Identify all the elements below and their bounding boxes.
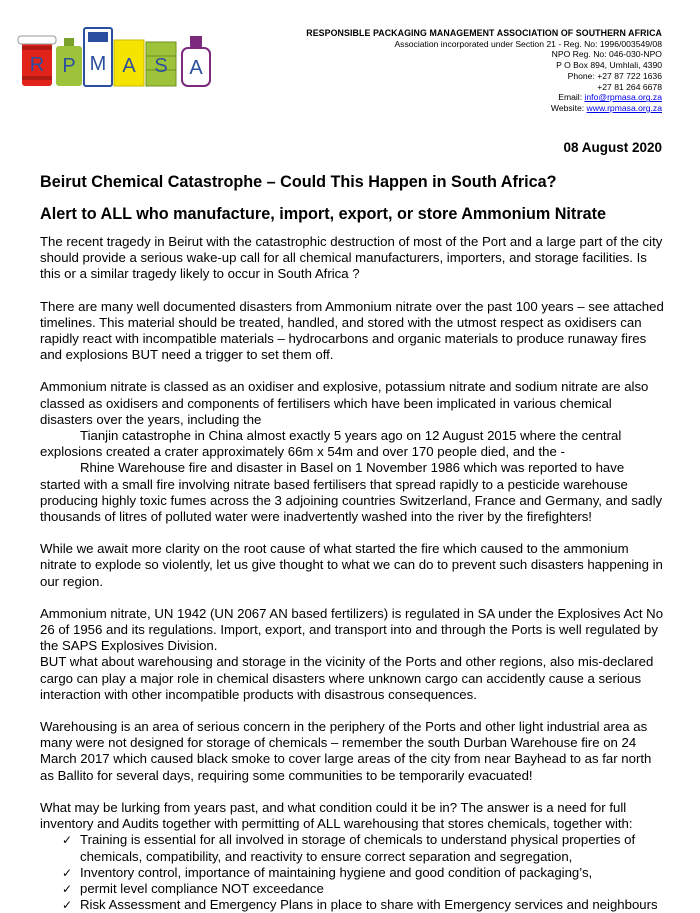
paragraph-root-cause: While we await more clarity on the root cause of what started the fire which caused to the ammonium nitrate to explode so violently, let us give thought to what we can do to prevent such disasters happening in our region. (40, 541, 663, 589)
list-item-text: Training is essential for all involved in storage of chemicals to understand physical properties of chemicals, compatibility, and reactivity to ensure correct separation and segregation, (80, 832, 636, 864)
list-item (40, 881, 664, 897)
check-icon: ✓ (62, 898, 73, 913)
org-name: RESPONSIBLE PACKAGING MANAGEMENT ASSOCIATION OF SOUTHERN AFRICA (306, 28, 662, 38)
logo-can-p (56, 38, 82, 86)
list-item (40, 832, 664, 864)
paragraph-oxidisers: Ammonium nitrate is classed as an oxidiser and explosive, potassium nitrate and sodium nitrate are also classed as oxidisers and components of fertilisers which have been implicated in various chemical disasters over the years, including the (40, 379, 649, 427)
list-item (40, 897, 664, 913)
logo-crate-s (146, 42, 176, 86)
org-po-box: P O Box 894, Umhlali, 4390 (556, 60, 662, 71)
org-npo: NPO Reg. No: 046-030-NPO (551, 49, 662, 60)
check-icon: ✓ (62, 833, 73, 848)
list-item (40, 865, 664, 881)
logo-bag-m (84, 28, 112, 86)
svg-text:P: P (62, 55, 76, 77)
svg-text:M: M (89, 53, 107, 75)
title-alert: Alert to ALL who manufacture, import, export, or store Ammonium Nitrate (40, 205, 607, 223)
svg-text:R: R (29, 54, 45, 76)
paragraph-warehousing-concern: Warehousing is an area of serious concern in the periphery of the Ports and other light industrial area as many were not designed for storage of chemicals – remember the south Durban Warehouse fire on 24 March 2017 which caused black smoke to cover large areas of the city from near Bayhead to as far north as Ballito for several days, requiring some communities to be temporarily evacuated! (40, 719, 652, 783)
rpmasa-logo (16, 26, 216, 92)
check-icon: ✓ (62, 865, 73, 880)
org-phone: Phone: +27 87 722 1636 (567, 70, 662, 81)
letter-date: 08 August 2020 (563, 140, 662, 155)
paragraph-intro: The recent tragedy in Beirut with the catastrophic destruction of most of the Port and a large part of the city should provide a serious wake-up call for all chemical manufacturers, importers, and storage facilities. Is this or a similar tragedy likely to occur in South Africa ? (40, 234, 663, 282)
paragraph-rhine: Rhine Warehouse fire and disaster in Basel on 1 November 1986 which was reported to have started with a small fire involving nitrate based fertilisers that spread rapidly to a pesticide warehouse producing highly toxic fumes across the 3 adjoining countries Switzerland, France and Germany, and sadly thousands of litres of polluted water were inadvertently washed into the river by the firefighters! (40, 460, 663, 525)
list-item-text: permit level compliance NOT exceedance (80, 880, 324, 896)
logo-box-a (114, 40, 144, 86)
check-icon: ✓ (62, 881, 73, 896)
list-item-text: Risk Assessment and Emergency Plans in place to share with Emergency services and neighbours (80, 897, 658, 913)
paragraph-tianjin: Tianjin catastrophe in China almost exactly 5 years ago on 12 August 2015 where the central explosions created a crater approximately 66m x 54m and over 170 people died, and the - (40, 428, 622, 460)
paragraph-inventory: What may be lurking from years past, and what condition could it be in? The answer is a need for full inventory and Audits together with permitting of ALL warehousing that stores chemicals, together with: (40, 799, 633, 832)
website-label: Website: (550, 102, 587, 113)
svg-text:A: A (189, 57, 203, 79)
website-link[interactable]: www.rpmasa.org.za (586, 102, 662, 113)
email-label: Email: (558, 92, 585, 103)
logo-bottle-a (182, 36, 210, 86)
org-website-line (306, 103, 662, 114)
paragraph-regulation: Ammonium nitrate, UN 1942 (UN 2067 AN based fertilizers) is regulated in SA under the Explosives Act No 26 of 1956 and its regulations. Import, export, and transport into and through the Ports is well regulated by the SAPS Explosives Division. (40, 605, 664, 654)
list-item-text: Inventory control, importance of maintaining hygiene and good condition of packaging’s, (80, 864, 593, 880)
paragraph-warehousing-question: BUT what about warehousing and storage in the vicinity of the Ports and other regions, also mis-declared cargo can play a major role in chemical disasters where unknown cargo can accidently cause a serious interaction with other incompatible products with disastrous consequences. (40, 654, 654, 702)
title-beirut: Beirut Chemical Catastrophe – Could This Happen in South Africa? (40, 173, 557, 191)
svg-text:A: A (122, 55, 136, 77)
logo-drum-r (18, 36, 56, 86)
svg-text:S: S (154, 55, 168, 77)
org-phone-2: +27 81 264 6678 (597, 81, 662, 92)
letterhead-details (306, 28, 662, 114)
checklist (40, 832, 664, 913)
paragraph-disasters: There are many well documented disasters from Ammonium nitrate over the past 100 years – see attached timelines. This material should be treated, handled, and stored with the utmost respect as oxidisers can rapidly react with incompatible materials – hydrocarbons and organic materials to produce runaway fires and explosions BUT need a trigger to set them off. (40, 298, 664, 363)
email-link[interactable]: info@rpmasa.org.za (584, 92, 662, 103)
org-email-line (306, 92, 662, 103)
letter-body (40, 172, 664, 913)
org-registration: Association incorporated under Section 21 - Reg. No: 1996/003549/08 (394, 38, 662, 49)
